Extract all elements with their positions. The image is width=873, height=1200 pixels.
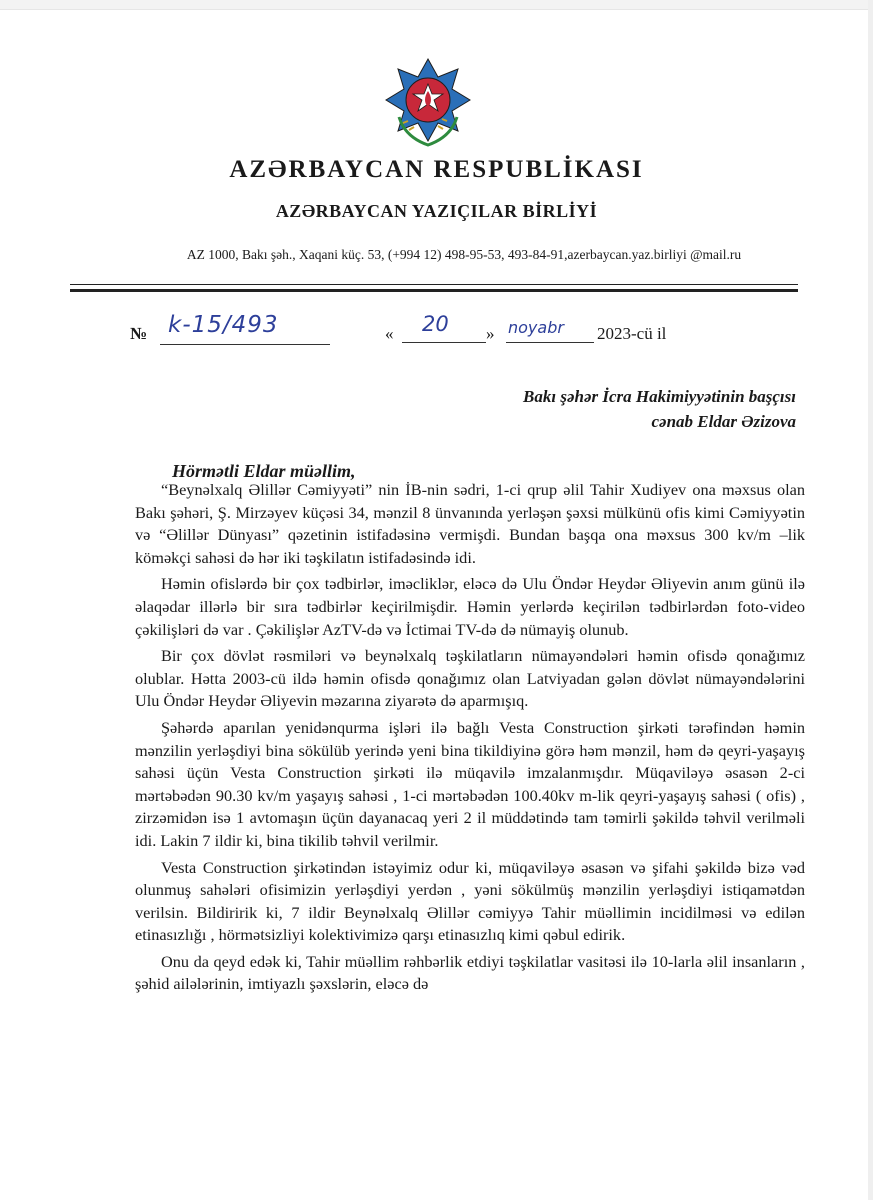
number-underline <box>160 344 330 345</box>
number-label: № <box>130 324 148 343</box>
organization-address: AZ 1000, Bakı şəh., Xaqani küç. 53, (+994 12) 498-95-53, 493-84-91,azerbaycan.yaz.birliyi @mail.ru <box>186 247 742 262</box>
date-quote-open: « <box>385 324 394 343</box>
paragraph: Bir çox dövlət rəsmiləri və beynəlxalq təşkilatların nümayəndələri həmin ofisdə qonağımız olublar. Hətta 2003-cü ildə həmin ofisdə qonağımız olan Latviyadan gələn dövlət nümayəndələrini Ulu Öndər Heydər Əliyevin məzarına ziyarətə də aparmışıq. <box>135 646 805 711</box>
date-quote-close: » <box>486 324 495 343</box>
addressee-block <box>523 384 796 434</box>
month-underline <box>506 342 594 343</box>
addressee-title: Bakı şəhər İcra Hakimiyyətinin başçısı <box>523 387 796 406</box>
header-divider-thick <box>70 289 798 292</box>
paragraph: Onu da qeyd edək ki, Tahir müəllim rəhbərlik etdiyi təşkilatlar vasitəsi ilə 10-larla əlil insanların , şəhid ailələrinin, imtiyazlı şəxslərin, eləcə də <box>135 951 805 994</box>
registration-number: k-15/493 <box>168 312 279 338</box>
addressee-name: cənab Eldar Əzizova <box>651 412 796 431</box>
letter-body <box>135 479 805 996</box>
state-emblem-icon <box>385 57 471 147</box>
country-title: AZƏRBAYCAN RESPUBLİKASI <box>229 156 644 183</box>
organization-title: AZƏRBAYCAN YAZIÇILAR BİRLİYİ <box>275 201 598 221</box>
date-day: 20 <box>422 312 449 336</box>
scan-edge-top <box>0 0 873 10</box>
greeting: Hörmətli Eldar müəllim, <box>172 461 356 481</box>
paragraph: “Beynəlxalq Əlillər Cəmiyyəti” nin İB-nin sədri, 1-ci qrup əlil Tahir Xudiyev ona məxsus olan Bakı şəhəri, Ş. Mirzəyev küçəsi 34, mənzil 8 ünvanında yerləşən şəxsi mülkünü ofis kimi Cəmiyyətin və “Əlillər Dünyası” qəzetinin istifadəsinə vermişdi. Bundan başqa ona məxsus 300 kv/m –lik köməkçi sahəsi də hər iki təşkilatın istifadəsində idi. <box>135 480 805 567</box>
header-divider-thin <box>70 284 798 285</box>
date-month: noyabr <box>508 318 564 337</box>
day-underline <box>402 342 486 343</box>
registration-line <box>130 312 830 352</box>
date-year: 2023-cü il <box>597 324 667 343</box>
paragraph: Şəhərdə aparılan yenidənqurma işləri ilə bağlı Vesta Construction şirkəti tərəfindən həmin mənzilin yerləşdiyi bina sökülüb yerində yeni bina tikildiyinə görə həm mənzil, həm də qeyri-yaşayış sahəsi üçün Vesta Construction şirkəti ilə müqavilə imzalanmışdır. Müqaviləyə əsasən 2-ci mərtəbədən 90.30 kv/m yaşayış sahəsi , 1-ci mərtəbədən 100.40kv m-lik qeyri-yaşayış sahəsi ( ofis) , zirzəmidən isə 1 avtomaşın üçün dayanacaq yeri 2 il müddətində tam təmirli şəkildə təhvil verilməli idi. Lakin 7 ildir ki, bina tikilib təhvil verilmir. <box>135 717 805 850</box>
paragraph: Həmin ofislərdə bir çox tədbirlər, iməcliklər, eləcə də Ulu Öndər Heydər Əliyevin anım günü ilə əlaqədar illərlə bir sıra tədbirlər keçirilmişdir. Həmin yerlərdə keçirilən tədbirlərdən foto-video çəkilişləri də var . Çəkilişlər AzTV-də və İctimai TV-də də nümayiş olunub. <box>135 574 805 639</box>
paragraph: Vesta Construction şirkətindən istəyimiz odur ki, müqaviləyə əsasən və şifahi şəkildə bizə vəd olunmuş sahələri ofisimizin yerləşdiyi yerdən , yəni sökülmüş mənzilin yerləşdiyi istiqamətdən verilsin. Bildiririk ki, 7 ildir Beynəlxalq Əlillər cəmiyyə Tahir müəllimin incidilməsi və edilən etinasızlığı , hörmətsizliyi kolektivimizə qarşı etinasızlıq kimi qəbul edirik. <box>135 857 805 945</box>
